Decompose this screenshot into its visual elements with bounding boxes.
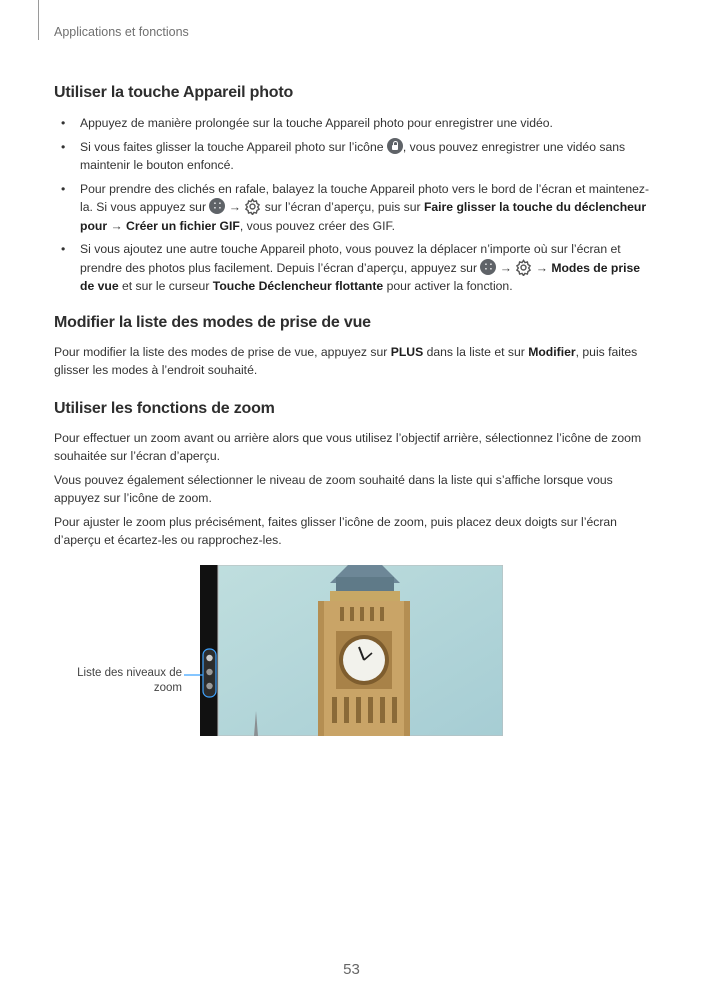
settings-gear-icon — [244, 198, 261, 215]
list-item: • Si vous faites glisser la touche Appareil photo sur l’icône , vous pouvez enregistrer une vidéo sans maintenir le bouton enfoncé. — [61, 139, 626, 172]
section-heading: Utiliser la touche Appareil photo — [54, 84, 294, 101]
lock-icon — [387, 138, 403, 154]
page-number: 53 — [343, 961, 360, 978]
list-item: • Appuyez de manière prolongée sur la touche Appareil photo pour enregistrer une vidéo. — [61, 116, 553, 130]
paragraph: Vous pouvez également sélectionner le niveau de zoom souhaité dans la liste qui s’affiche lorsque vous appuyez sur l’icône de zoom. — [54, 473, 613, 505]
paragraph: Pour effectuer un zoom avant ou arrière alors que vous utilisez l’objectif arrière, sélectionnez l’icône de zoom souhaitée sur l’écran d’aperçu. — [54, 431, 642, 463]
zoom-list-callout: Liste des niveaux de zoom — [77, 667, 182, 694]
bullet-list — [54, 114, 654, 296]
list-item: • Pour prendre des clichés en rafale, balayez la touche Appareil photo vers le bord de l’écran et maintenez-la. Si vous appuyez sur ∷ → sur l’écran d’aperçu, puis sur Faire glisser la touche du déclencheur pour → Créer un fichier GIF, vous pouvez créer des GIF. — [54, 180, 654, 236]
more-options-icon — [480, 259, 496, 275]
section-heading: Modifier la liste des modes de prise de vue — [54, 314, 371, 331]
section-modes-list — [54, 314, 654, 379]
running-header: Applications et fonctions — [54, 25, 189, 39]
section-heading: Utiliser les fonctions de zoom — [54, 400, 275, 417]
callout-leader-line — [184, 672, 204, 678]
list-item: • Si vous ajoutez une autre touche Appareil photo, vous pouvez la déplacer n’importe où sur l’écran et prendre des photos plus facilement. Depuis l’écran d’aperçu, appuyez sur ∷ → → Modes de prise de vue et sur le curseur Touche Déclencheur flottante pour activer la fonction. — [54, 240, 654, 296]
camera-preview-illustration — [200, 565, 503, 736]
paragraph: Pour ajuster le zoom plus précisément, faites glisser l’icône de zoom, puis placez deux doigts sur l’écran d’aperçu et écartez-les ou rapprochez-les. — [54, 515, 617, 547]
more-options-icon — [209, 198, 225, 214]
section-zoom — [54, 400, 654, 549]
margin-rule — [38, 0, 39, 40]
section-camera-button — [54, 84, 654, 301]
paragraph: Pour modifier la liste des modes de prise de vue, appuyez sur PLUS dans la liste et sur Modifier, puis faites glisser les modes à l’endroit souhaité. — [54, 345, 638, 377]
settings-gear-icon — [515, 259, 532, 276]
